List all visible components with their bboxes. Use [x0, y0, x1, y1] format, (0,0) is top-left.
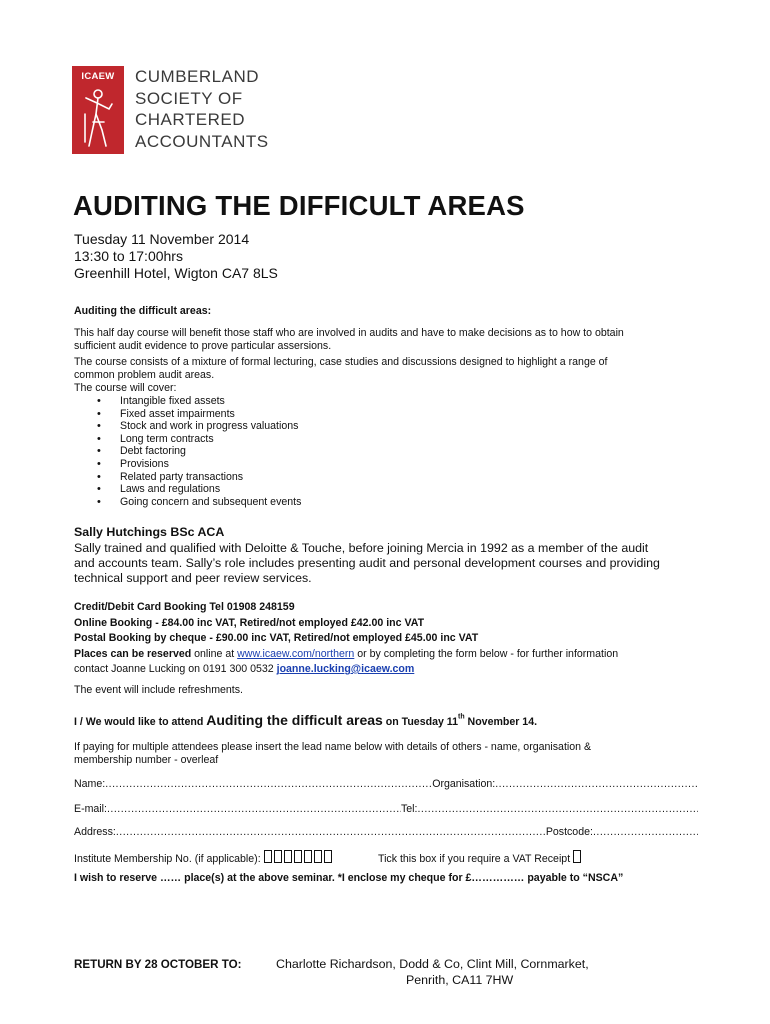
- name-field[interactable]: [105, 778, 432, 790]
- address-label: Address:: [74, 826, 116, 838]
- address-field[interactable]: [116, 826, 546, 838]
- postcode-field[interactable]: [593, 826, 698, 838]
- society-logo: [72, 66, 292, 156]
- attend-suffix: on Tuesday 11: [382, 716, 458, 728]
- speaker-bio-line: and accounts team. Sally’s role includes presenting audit and personal development courses and providing: [74, 556, 660, 570]
- vat-checkbox[interactable]: [573, 850, 581, 863]
- membership-digit-box[interactable]: [294, 850, 302, 863]
- email-link[interactable]: joanne.lucking@icaew.com: [276, 663, 415, 675]
- reservation-bold: Places can be reserved: [74, 647, 192, 660]
- membership-digit-box[interactable]: [264, 850, 272, 863]
- booking-info: [74, 600, 618, 678]
- email-label: E-mail:: [74, 803, 107, 815]
- vat-row: [378, 850, 583, 866]
- topic-item: • Going concern and subsequent events: [74, 496, 624, 509]
- attend-suffix: November 14.: [464, 716, 538, 728]
- course-text-line: This half day course will benefit those staff who are involved in audits and have to make decisions as to how to obtain: [74, 327, 624, 339]
- reservation-text: online at: [191, 647, 238, 660]
- postcode-label: Postcode:: [545, 826, 593, 838]
- email-field[interactable]: [107, 803, 401, 815]
- topic-item: • Provisions: [74, 458, 624, 471]
- tel-field[interactable]: [417, 803, 698, 815]
- topic-item: • Intangible fixed assets: [74, 395, 624, 408]
- attend-sup: th: [458, 713, 465, 721]
- membership-digit-box[interactable]: [304, 850, 312, 863]
- topic-item: • Laws and regulations: [74, 483, 624, 496]
- online-booking: Online Booking - £84.00 inc VAT, Retired/not employed £42.00 inc VAT: [74, 616, 425, 629]
- attend-course: Auditing the difficult areas: [206, 712, 383, 728]
- event-time: 13:30 to 17:00hrs: [74, 248, 183, 264]
- card-booking: Credit/Debit Card Booking Tel 01908 248159: [74, 601, 295, 613]
- organisation-field[interactable]: [495, 778, 698, 790]
- name-org-row: [74, 778, 698, 790]
- address-row: [74, 826, 698, 838]
- speaker-bio: [74, 541, 660, 586]
- reservation-text: or by completing the form below - for further information: [354, 647, 619, 660]
- course-text-line: The course consists of a mixture of formal lecturing, case studies and discussions designed to highlight a range of: [74, 356, 608, 368]
- refreshments-note: The event will include refreshments.: [74, 684, 243, 696]
- topic-item: • Stock and work in progress valuations: [74, 420, 624, 433]
- society-name-line: ACCOUNTANTS: [135, 131, 269, 151]
- course-cover-intro: The course will cover:: [74, 382, 177, 394]
- course-heading: Auditing the difficult areas:: [74, 305, 212, 317]
- membership-label: Institute Membership No. (if applicable):: [74, 853, 264, 865]
- return-label: RETURN BY 28 OCTOBER TO:: [74, 958, 242, 971]
- membership-digit-box[interactable]: [314, 850, 322, 863]
- icaew-badge-text: ICAEW: [81, 71, 115, 82]
- reservation-line: [74, 647, 618, 663]
- society-name-line: CHARTERED: [135, 110, 245, 129]
- course-description: [74, 327, 624, 508]
- event-date: Tuesday 11 November 2014: [74, 231, 250, 247]
- multi-attendee-note: [74, 741, 591, 767]
- attend-statement: [74, 712, 537, 730]
- membership-digit-box[interactable]: [274, 850, 282, 863]
- speaker-name: Sally Hutchings BSc ACA: [74, 525, 225, 539]
- postal-booking: Postal Booking by cheque - £90.00 inc VAT, Retired/not employed £45.00 inc VAT: [74, 632, 479, 644]
- speaker-bio-line: technical support and peer review services.: [74, 571, 312, 585]
- society-name: [135, 66, 269, 152]
- figure-emblem-icon: [76, 84, 120, 150]
- contact-text: contact Joanne Lucking on 0191 300 0532: [74, 663, 277, 675]
- topic-item: • Long term contracts: [74, 433, 624, 446]
- return-address-line: Charlotte Richardson, Dodd & Co, Clint Mill, Cornmarket,: [276, 957, 589, 971]
- membership-boxes[interactable]: [264, 853, 334, 865]
- website-link[interactable]: www.icaew.com/northern: [237, 647, 355, 660]
- return-address-line: Penrith, CA11 7HW: [406, 973, 514, 987]
- speaker-bio-line: Sally trained and qualified with Deloitte & Touche, before joining Mercia in 1992 as a member of the audit: [74, 541, 649, 555]
- course-text-line: sufficient audit evidence to prove particular assersions.: [74, 340, 332, 352]
- membership-row: [74, 850, 334, 866]
- organisation-label: Organisation:: [432, 778, 496, 790]
- membership-digit-box[interactable]: [324, 850, 332, 863]
- contact-line: [74, 662, 618, 678]
- event-venue: Greenhill Hotel, Wigton CA7 8LS: [74, 265, 278, 281]
- page-title: AUDITING THE DIFFICULT AREAS: [73, 190, 525, 221]
- multi-note-line: membership number - overleaf: [74, 754, 219, 766]
- multi-note-line: If paying for multiple attendees please insert the lead name below with details of others - name, organisation &: [74, 741, 592, 753]
- tel-label: Tel:: [400, 803, 418, 815]
- topic-item: • Fixed asset impairments: [74, 408, 624, 421]
- name-label: Name:: [74, 778, 106, 790]
- society-name-line: CUMBERLAND: [135, 67, 260, 86]
- topic-item: • Related party transactions: [74, 471, 624, 484]
- email-tel-row: [74, 803, 698, 815]
- society-name-line: SOCIETY OF: [135, 88, 243, 108]
- topic-item: • Debt factoring: [74, 445, 624, 458]
- membership-digit-box[interactable]: [284, 850, 292, 863]
- topic-list: [74, 395, 624, 508]
- course-text-line: common problem audit areas.: [74, 369, 215, 381]
- attend-prefix: I / We would like to attend: [74, 716, 207, 728]
- icaew-badge: [72, 66, 124, 154]
- vat-label: Tick this box if you require a VAT Receipt: [378, 853, 574, 865]
- reserve-statement: I wish to reserve …… place(s) at the above seminar. *I enclose my cheque for £…………… payable to “NSCA”: [74, 872, 624, 884]
